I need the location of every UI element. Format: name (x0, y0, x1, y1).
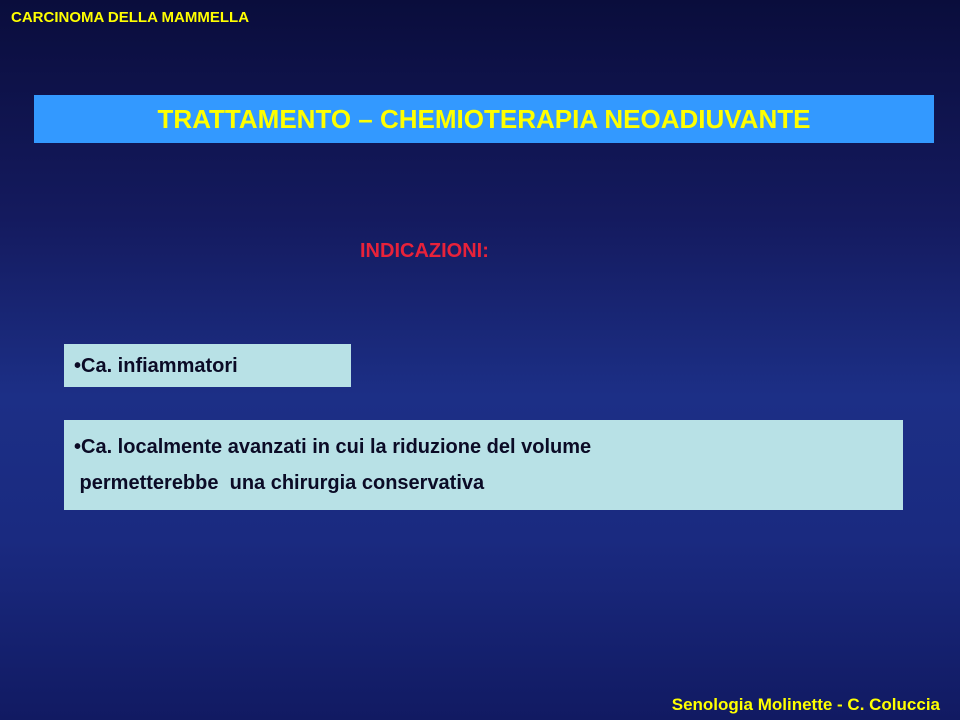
bullet-box-inflammatory (64, 344, 351, 387)
slide-footer: Senologia Molinette - C. Coluccia (671, 695, 940, 714)
bullet-text-line-1: •Ca. localmente avanzati in cui la riduzione del volume (74, 436, 592, 458)
title-bar (34, 95, 934, 143)
slide-title: TRATTAMENTO – CHEMIOTERAPIA NEOADIUVANTE (157, 104, 811, 134)
bullet-text-line-2: permetterebbe una chirurgia conservativa (74, 472, 485, 494)
bullet-box-locally-advanced (64, 420, 903, 510)
slide-header: CARCINOMA DELLA MAMMELLA (11, 9, 250, 26)
bullet-text: •Ca. infiammatori (74, 355, 238, 377)
indications-heading: INDICAZIONI: (360, 240, 489, 262)
